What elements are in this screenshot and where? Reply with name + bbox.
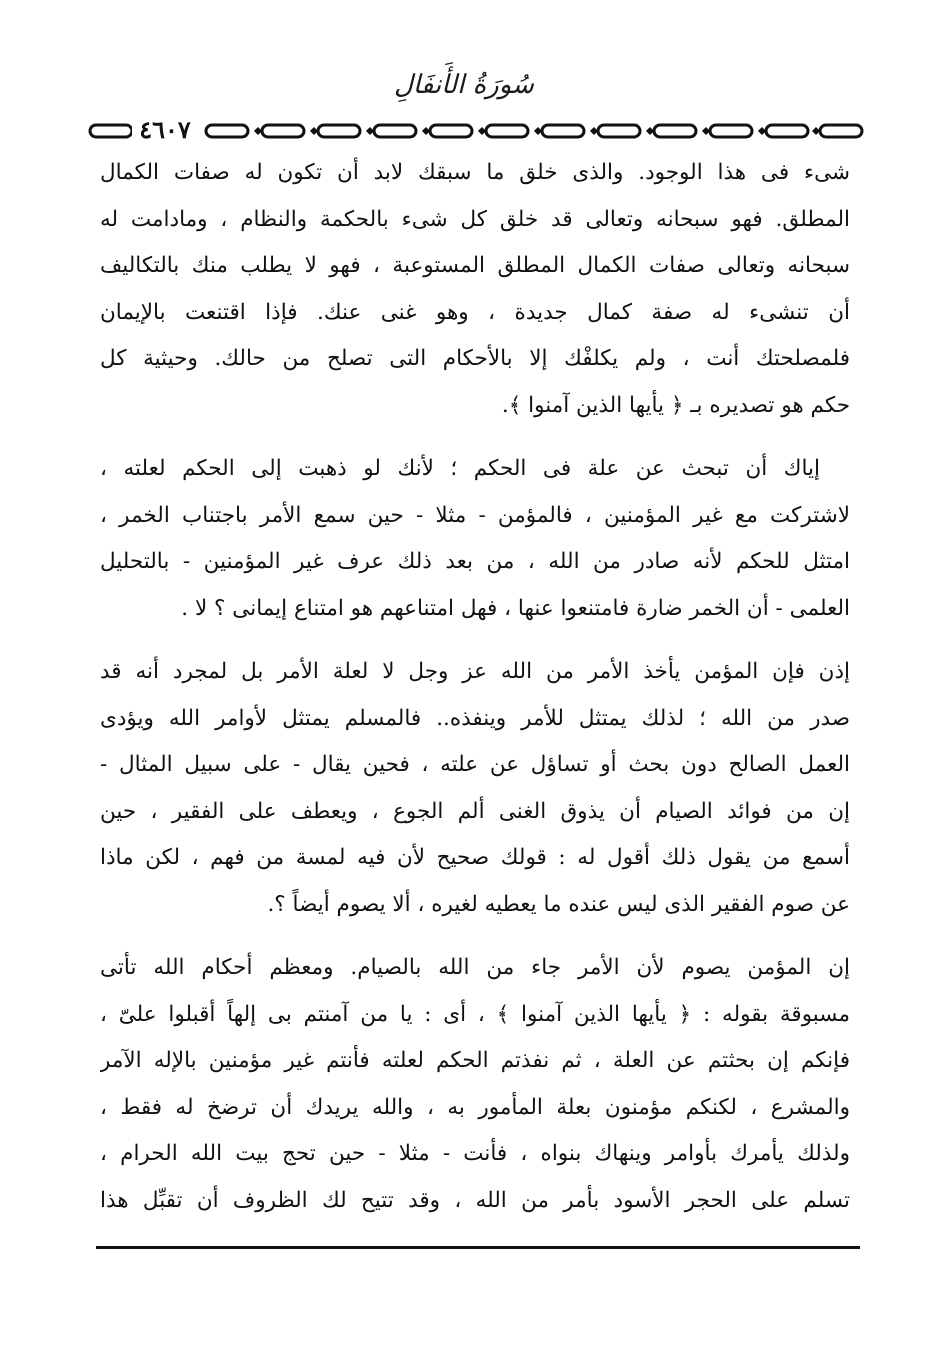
surah-title: سُورَةُ الأَنفَالِ (394, 70, 534, 100)
text-line: سبحانه وتعالى صفات الكمال المطلق المستوعبة ، فهو لا يطلب منك بالتكاليف (100, 253, 850, 278)
text-line: المطلق. فهو سبحانه وتعالى قد خلق كل شىء بالحكمة والنظام ، ومادامت له (100, 206, 850, 232)
text-line: إن من فوائد الصيام أن يذوق الغنى ألم الجوع ، ويعطف على الفقير ، حين (100, 798, 850, 824)
text-line: إذن فإن المؤمن يأخذ الأمر من الله عز وجل لا لعلة الأمر بل لمجرد أنه قد (100, 659, 850, 684)
paragraph (100, 150, 850, 429)
text-line: حكم هو تصديره بـ ﴿ يأيها الذين آمنوا ﴾. (501, 392, 850, 418)
text-line: ولذلك يأمرك بأوامر وينهاك بنواه ، فأنت - مثلا - حين تحج بيت الله الحرام ، (100, 1141, 850, 1166)
text-line: إن المؤمن يصوم لأن الأمر جاء من الله بالصيام. ومعظم أحكام الله تأتى (100, 955, 850, 980)
footer-rule (96, 1246, 860, 1249)
text-line: فإنكم إن بحثتم عن العلة ، ثم نفذتم الحكم لعلته فأنتم غير مؤمنين بالإله الآمر (100, 1048, 850, 1073)
text-line: مسبوقة بقوله : ﴿ يأيها الذين آمنوا ﴾ ، أى : يا من آمنتم بى إلهاً أقبلوا علىّ ، (100, 1001, 850, 1027)
text-line: أسمع من يقول ذلك أقول له : قولك صحيح لأن فيه لمسة من فهم ، لكن ماذا (100, 845, 850, 870)
text-line: شىء فى هذا الوجود. والذى خلق ما سبقك لابد أن تكون له صفات الكمال (100, 160, 850, 185)
paragraph-gap (100, 429, 850, 446)
text-line: أن تنشىء له صفة كمال جديدة ، وهو غنى عنك. فإذا اقتنعت بالإيمان (100, 299, 850, 325)
paragraph (100, 446, 850, 632)
paragraph-gap (100, 632, 850, 649)
paragraph-gap (100, 928, 850, 945)
paragraph (100, 649, 850, 928)
page-number: ٤٦٠٧ (132, 114, 198, 146)
text-line: تسلم على الحجر الأسود بأمر من الله ، وقد تتيح لك الظروف أن تقبِّل هذا (100, 1187, 850, 1213)
text-line: العلمى - أن الخمر ضارة فامتنعوا عنها ، فهل امتناعهم هو امتناع إيمانى ؟ لا . (181, 595, 850, 621)
text-line: فلمصلحتك أنت ، ولم يكلفْك إلا بالأحكام التى تصلح من حالك. وحيثية كل (100, 346, 850, 371)
page-body (100, 150, 850, 1224)
text-line: العمل الصالح دون بحث أو تساؤل عن علته ، فحين يقال - على سبيل المثال - (100, 752, 850, 777)
text-line: لاشتركت مع غير المؤمنين ، فالمؤمن - مثلا - حين سمع الأمر باجتناب الخمر ، (100, 502, 850, 528)
text-line: إياك أن تبحث عن علة فى الحكم ؛ لأنك لو ذهبت إلى الحكم لعلته ، (100, 456, 820, 481)
text-line: امتثل للحكم لأنه صادر من الله ، من بعد ذلك عرف غير المؤمنين - بالتحليل (100, 549, 850, 574)
ornamental-header-rule (86, 116, 866, 146)
text-line: صدر من الله ؛ لذلك يمتثل للأمر وينفذه.. فالمسلم يمتثل لأوامر الله ويؤدى (100, 705, 850, 731)
paragraph (100, 945, 850, 1224)
text-line: عن صوم الفقير الذى ليس عنده ما يعطيه لغيره ، ألا يصوم أيضاً ؟. (267, 891, 850, 917)
text-line: والمشرع ، لكنكم مؤمنون بعلة المأمور به ، والله يريدك أن ترضخ له فقط ، (100, 1094, 850, 1120)
